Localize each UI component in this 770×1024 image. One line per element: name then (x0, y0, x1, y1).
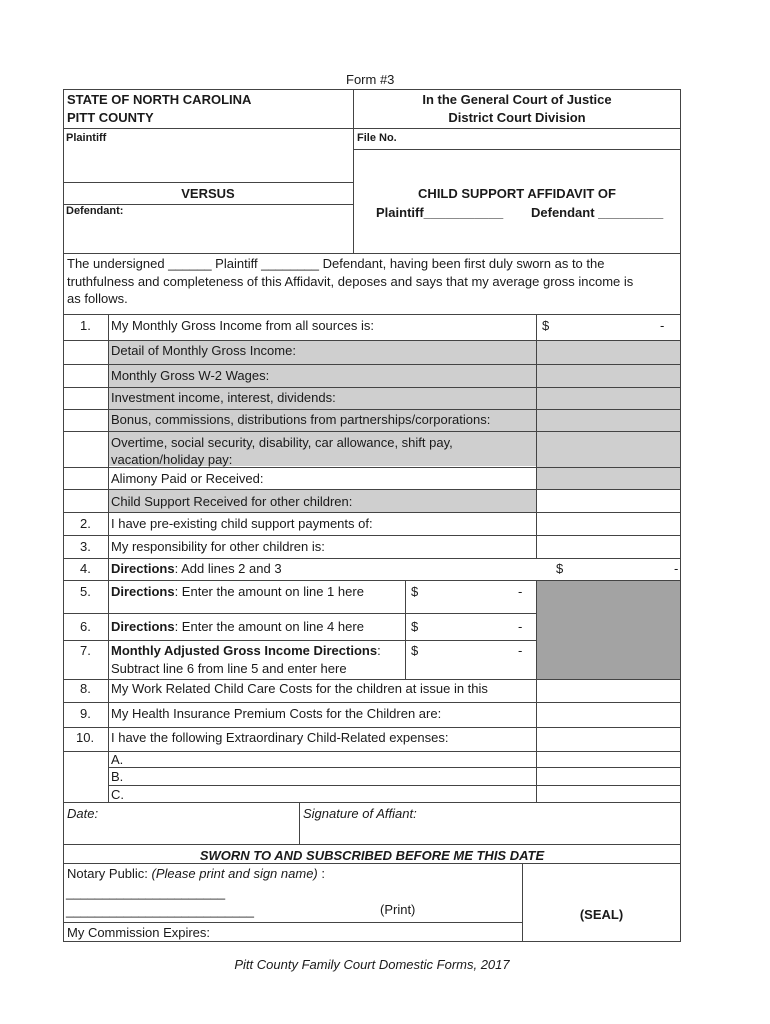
detail-bonus: Bonus, commissions, distributions from partnerships/corporations: (111, 412, 491, 427)
date-label[interactable]: Date: (67, 806, 99, 821)
row-8-number: 8. (80, 681, 91, 696)
row-6-number: 6. (80, 619, 91, 634)
intro-line-3: as follows. (67, 291, 128, 306)
row-6-label-bold: Directions (111, 619, 175, 634)
defendant-label: Defendant: (66, 205, 124, 217)
row-1-currency: $ (542, 318, 550, 333)
intro-line-1: The undersigned ______ Plaintiff ________ Defendant, having been first duly sworn as to the (67, 256, 605, 271)
row-10-item-a[interactable]: A. (111, 752, 124, 767)
row-1-amount[interactable]: - (660, 318, 665, 333)
signature-label[interactable]: Signature of Affiant: (303, 806, 417, 821)
row-8-label: My Work Related Child Care Costs for the children at issue in this (111, 681, 488, 696)
row-5-amount[interactable]: - (518, 584, 523, 599)
detail-overtime-line-2: vacation/holiday pay: (111, 452, 233, 467)
row-7-label-rest: : (377, 643, 381, 658)
notary-colon: : (317, 866, 325, 881)
intro-line-2: truthfulness and completeness of this Affidavit, deposes and says that my average gross income is (67, 274, 634, 289)
row-6-amount[interactable]: - (518, 619, 523, 634)
row-7-number: 7. (80, 643, 91, 658)
row-2-number: 2. (80, 516, 91, 531)
notary-hint: (Please print and sign name) (151, 866, 318, 881)
row-10-number: 10. (76, 730, 95, 745)
detail-w2-wages: Monthly Gross W-2 Wages: (111, 368, 270, 383)
versus-label: VERSUS (181, 186, 235, 201)
row-9-number: 9. (80, 706, 91, 721)
row-4-amount[interactable]: - (674, 561, 679, 576)
detail-header: Detail of Monthly Gross Income: (111, 343, 296, 358)
commission-expires-label[interactable]: My Commission Expires: (67, 925, 211, 940)
row-10-label: I have the following Extraordinary Child-Related expenses: (111, 730, 449, 745)
court-name: In the General Court of Justice (422, 92, 612, 107)
row-1-label: My Monthly Gross Income from all sources is: (111, 318, 374, 333)
row-2-label: I have pre-existing child support payments of: (111, 516, 373, 531)
row-4-currency: $ (556, 561, 564, 576)
notary-label (67, 867, 325, 880)
row-7-currency: $ (411, 643, 419, 658)
notary-label-text: Notary Public: (67, 866, 152, 881)
seal-label: (SEAL) (579, 907, 624, 922)
form-number: Form #3 (346, 72, 395, 87)
detail-overtime-line-1: Overtime, social security, disability, car allowance, shift pay, (111, 435, 453, 450)
row-6-label (111, 620, 364, 633)
row-5-label (111, 585, 364, 598)
notary-print-line[interactable]: __________________________ (66, 903, 254, 918)
court-division: District Court Division (448, 110, 586, 125)
row-9-label: My Health Insurance Premium Costs for the Children are: (111, 706, 442, 721)
row-7-label-bold: Monthly Adjusted Gross Income Directions (111, 643, 378, 658)
row-10-item-b[interactable]: B. (111, 769, 124, 784)
row-10-item-c[interactable]: C. (111, 787, 124, 802)
row-4-number: 4. (80, 561, 91, 576)
row-1-number: 1. (80, 318, 91, 333)
county-name: PITT COUNTY (67, 110, 154, 125)
row-4-label-bold: Directions (111, 561, 175, 576)
row-4-label-rest: : Add lines 2 and 3 (174, 561, 282, 576)
row-5-label-bold: Directions (111, 584, 175, 599)
row-3-label: My responsibility for other children is: (111, 539, 325, 554)
row-5-currency: $ (411, 584, 419, 599)
affidavit-defendant-option[interactable]: Defendant _________ (531, 205, 664, 220)
row-4-label (111, 562, 282, 575)
print-label: (Print) (380, 902, 416, 917)
row-3-number: 3. (80, 539, 91, 554)
detail-child-support-other: Child Support Received for other children: (111, 494, 353, 509)
detail-alimony: Alimony Paid or Received: (111, 471, 264, 486)
footer-caption: Pitt County Family Court Domestic Forms, 2017 (234, 957, 510, 972)
row-7-label (111, 644, 381, 657)
notary-sign-line[interactable]: ______________________ (66, 885, 226, 900)
plaintiff-label: Plaintiff (66, 132, 107, 144)
affidavit-plaintiff-option[interactable]: Plaintiff___________ (376, 205, 504, 220)
state-name: STATE OF NORTH CAROLINA (67, 92, 252, 107)
row-7-amount[interactable]: - (518, 643, 523, 658)
affidavit-title: CHILD SUPPORT AFFIDAVIT OF (418, 186, 616, 201)
row-6-currency: $ (411, 619, 419, 634)
detail-investment-income: Investment income, interest, dividends: (111, 390, 336, 405)
row-7-label-line-2: Subtract line 6 from line 5 and enter here (111, 661, 347, 676)
row-6-label-rest: : Enter the amount on line 4 here (174, 619, 364, 634)
row-5-number: 5. (80, 584, 91, 599)
sworn-statement: SWORN TO AND SUBSCRIBED BEFORE ME THIS DATE (199, 848, 545, 863)
file-no-label: File No. (357, 132, 397, 144)
row-5-label-rest: : Enter the amount on line 1 here (174, 584, 364, 599)
